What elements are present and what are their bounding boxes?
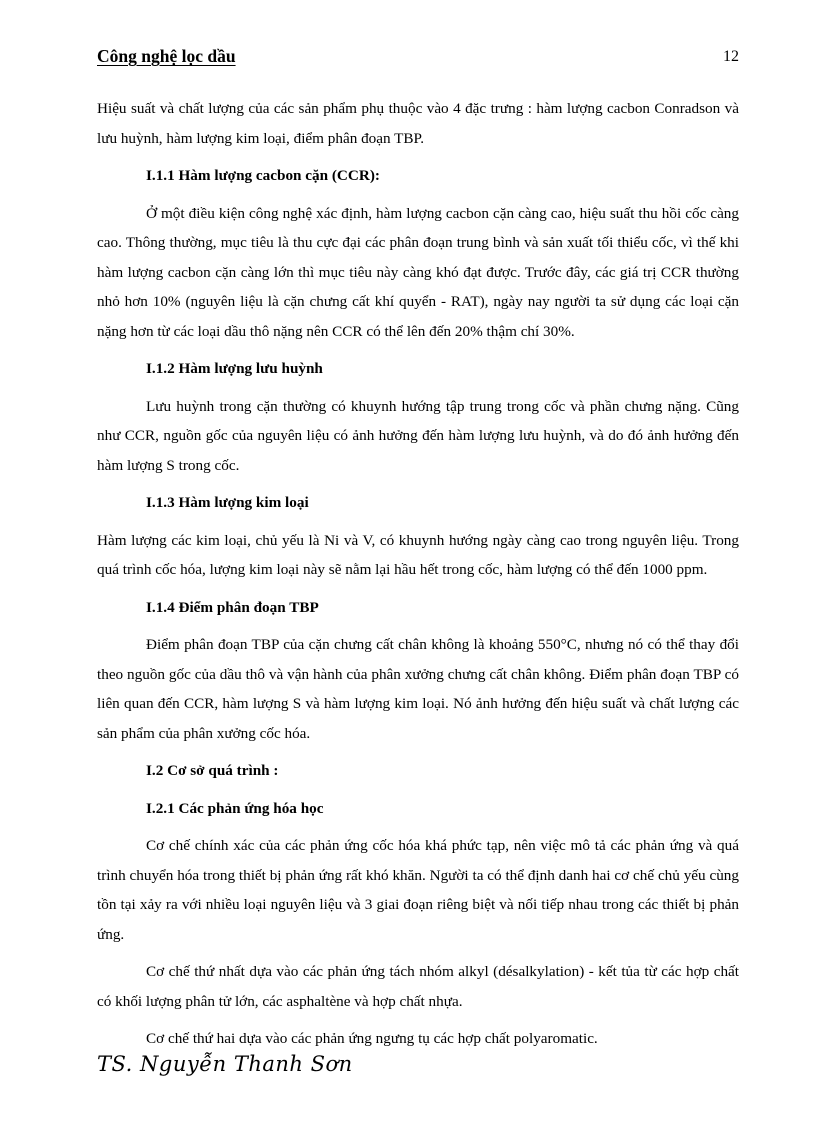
paragraph-1-2-1-a: Cơ chế chính xác của các phản ứng cốc hóa khá phức tạp, nên việc mô tả các phản ứng và quá trình chuyển hóa trong thiết bị phản ứng rất khó khăn. Người ta có thể định danh hai cơ chế chủ yếu cùng tồn tại xảy ra với nhiều loại nguyên liệu và 3 giai đoạn riêng biệt và nối tiếp nhau trong các thiết bị phản ứng.: [97, 837, 739, 943]
section-heading-1-1-2: I.1.2 Hàm lượng lưu huỳnh: [146, 360, 323, 377]
section-heading-1-1-4: I.1.4 Điểm phân đoạn TBP: [146, 598, 319, 616]
paragraph-1-1-1: Ở một điều kiện công nghệ xác định, hàm lượng cacbon cặn càng cao, hiệu suất thu hồi cốc càng cao. Thông thường, mục tiêu là thu cực đại các phân đoạn trung bình và sản xuất tối thiểu cốc, vì thế khi hàm lượng cacbon cặn càng lớn thì mục tiêu này càng khó đạt được. Trước đây, các giá trị CCR thường nhỏ hơn 10% (nguyên liệu là cặn chưng cất khí quyển - RAT), ngày nay người ta sử dụng các loại cặn nặng hơn từ các loại dầu thô nặng nên CCR có thể lên đến 20% thậm chí 30%.: [97, 204, 739, 340]
section-heading-1-2: I.2 Cơ sở quá trình :: [146, 762, 279, 779]
intro-paragraph: Hiệu suất và chất lượng của các sản phẩm phụ thuộc vào 4 đặc trưng : hàm lượng cacbon Conradson và lưu huỳnh, hàm lượng kim loại, điểm phân đoạn TBP.: [97, 100, 739, 147]
section-heading-1-1-1: I.1.1 Hàm lượng cacbon cặn (CCR):: [146, 167, 380, 184]
paragraph-1-1-2: Lưu huỳnh trong cặn thường có khuynh hướng tập trung trong cốc và phần chưng nặng. Cũng như CCR, nguồn gốc của nguyên liệu có ảnh hưởng đến hàm lượng lưu huỳnh, và do đó ảnh hưởng đến hàm lượng S trong cốc.: [97, 397, 739, 474]
page-header: [97, 46, 739, 74]
paragraph-1-1-4: Điểm phân đoạn TBP của cặn chưng cất chân không là khoảng 550°C, nhưng nó có thể thay đổi theo nguồn gốc của dầu thô và vận hành của phân xưởng chưng cất chân không. Điểm phân đoạn TBP có liên quan đến CCR, hàm lượng S và hàm lượng kim loại. Nó ảnh hưởng đến hiệu suất và chất lượng các sản phẩm của phân xưởng cốc hóa.: [97, 636, 739, 742]
page-number: 12: [723, 48, 739, 65]
paragraph-1-2-1-c: Cơ chế thứ hai dựa vào các phản ứng ngưng tụ các hợp chất polyaromatic.: [146, 1030, 598, 1047]
document-title: Công nghệ lọc dầu: [97, 46, 236, 66]
page-content: [97, 94, 739, 1062]
paragraph-1-2-1-b: Cơ chế thứ nhất dựa vào các phản ứng tách nhóm alkyl (désalkylation) - kết tủa từ các hợp chất có khối lượng phân tử lớn, các asphaltène và hợp chất nhựa.: [97, 963, 739, 1010]
footer-author: TS. Nguyễn Thanh Sơn: [97, 1052, 353, 1076]
paragraph-1-1-3: Hàm lượng các kim loại, chủ yếu là Ni và V, có khuynh hướng ngày càng cao trong nguyên liệu. Trong quá trình cốc hóa, lượng kim loại này sẽ nằm lại hầu hết trong cốc, hàm lượng có thể đến 1000 ppm.: [97, 531, 739, 578]
section-heading-1-1-3: I.1.3 Hàm lượng kim loại: [146, 494, 309, 511]
section-heading-1-2-1: I.2.1 Các phản ứng hóa học: [146, 799, 324, 817]
